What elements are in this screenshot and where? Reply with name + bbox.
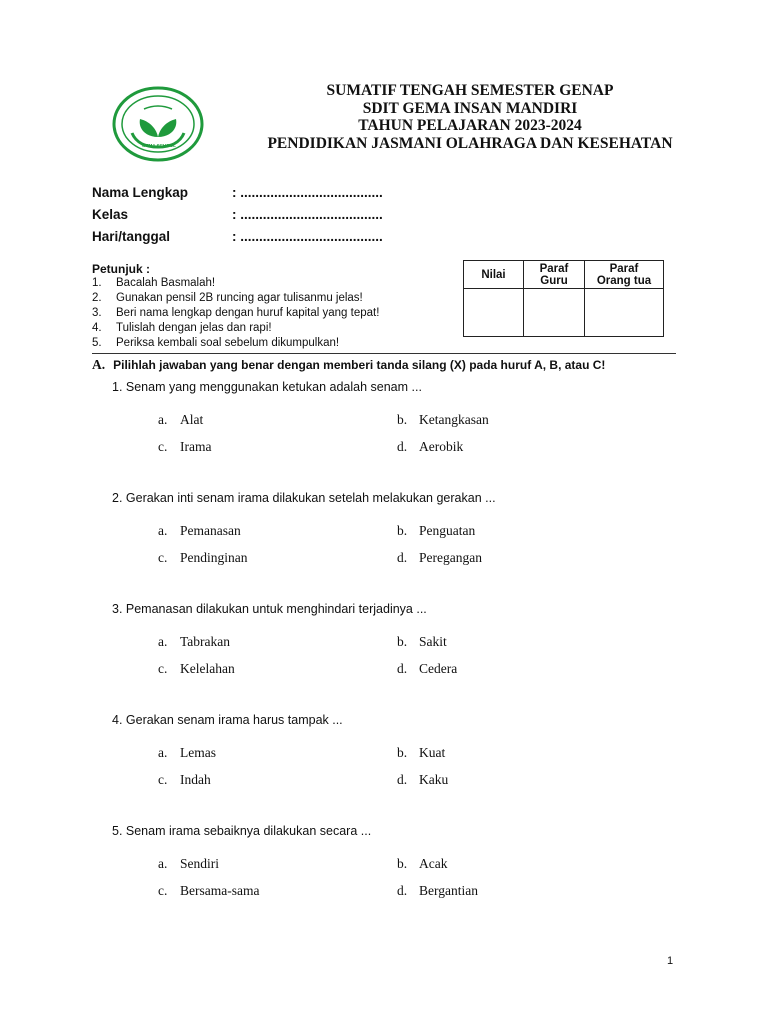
option-2c[interactable]: c. Pendinginan [158, 550, 248, 565]
option-1b[interactable]: b. Ketangkasan [397, 412, 489, 427]
header-line-1: SUMATIF TENGAH SEMESTER GENAP [326, 82, 614, 99]
option-3a[interactable]: a. Tabrakan [158, 634, 231, 649]
school-logo-icon [110, 85, 206, 163]
logo-caption: GEMA SCHOOL [142, 143, 176, 148]
option-5b[interactable]: b. Acak [397, 856, 448, 871]
instruction-item: 3. Beri nama lengkap dengan huruf kapital yang tepat! [92, 307, 380, 319]
field-label-name: Nama Lengkap [92, 185, 189, 200]
header-line-2: SDIT GEMA INSAN MANDIRI [362, 100, 578, 117]
instructions-title: Petunjuk : [92, 262, 151, 276]
field-value-name[interactable]: : ...................................... [232, 185, 383, 200]
option-1a[interactable]: a. Alat [158, 412, 204, 427]
option-5d[interactable]: d. Bergantian [397, 883, 478, 898]
option-5c[interactable]: c. Bersama-sama [158, 883, 260, 898]
option-2a[interactable]: a. Pemanasan [158, 523, 241, 538]
score-header-paraf-ortu: Paraf Orang tua [585, 261, 664, 289]
instruction-item: 2. Gunakan pensil 2B runcing agar tulisanmu jelas! [92, 292, 363, 304]
field-value-date[interactable]: : ...................................... [232, 229, 383, 244]
option-2b[interactable]: b. Penguatan [397, 523, 476, 538]
section-a-instruction: A. Pilihlah jawaban yang benar dengan memberi tanda silang (X) pada huruf A, B, atau C! [92, 357, 606, 372]
option-3b[interactable]: b. Sakit [397, 634, 447, 649]
instruction-item: 4. Tulislah dengan jelas dan rapi! [92, 322, 272, 334]
option-4c[interactable]: c. Indah [158, 772, 211, 787]
field-label-date: Hari/tanggal [92, 229, 171, 244]
score-header-paraf-guru: Paraf Guru [524, 261, 585, 289]
question-2: 2. Gerakan inti senam irama dilakukan setelah melakukan gerakan ... [112, 491, 496, 505]
field-value-class[interactable]: : ...................................... [232, 207, 383, 222]
instruction-item: 1. Bacalah Basmalah! [92, 277, 216, 289]
page-number: 1 [667, 955, 674, 967]
option-5a[interactable]: a. Sendiri [158, 856, 219, 871]
score-cell-paraf-guru[interactable] [524, 289, 585, 337]
question-1: 1. Senam yang menggunakan ketukan adalah senam ... [112, 380, 422, 394]
header-line-3: TAHUN PELAJARAN 2023-2024 [358, 117, 582, 134]
option-1d[interactable]: d. Aerobik [397, 439, 464, 454]
question-3: 3. Pemanasan dilakukan untuk menghindari terjadinya ... [112, 602, 427, 616]
school-logo [110, 85, 206, 163]
option-4b[interactable]: b. Kuat [397, 745, 446, 760]
section-divider [92, 353, 676, 354]
question-4: 4. Gerakan senam irama harus tampak ... [112, 713, 343, 727]
score-cell-nilai[interactable] [464, 289, 524, 337]
option-3d[interactable]: d. Cedera [397, 661, 458, 676]
header-line-4: PENDIDIKAN JASMANI OLAHRAGA DAN KESEHATAN [267, 135, 673, 152]
option-4a[interactable]: a. Lemas [158, 745, 216, 760]
question-5: 5. Senam irama sebaiknya dilakukan secara ... [112, 824, 372, 838]
option-4d[interactable]: d. Kaku [397, 772, 449, 787]
field-label-class: Kelas [92, 207, 129, 222]
option-1c[interactable]: c. Irama [158, 439, 212, 454]
option-3c[interactable]: c. Kelelahan [158, 661, 235, 676]
score-table [463, 260, 664, 337]
score-cell-paraf-ortu[interactable] [585, 289, 664, 337]
instruction-item: 5. Periksa kembali soal sebelum dikumpulkan! [92, 337, 340, 349]
option-2d[interactable]: d. Peregangan [397, 550, 482, 565]
score-header-nilai: Nilai [464, 261, 524, 289]
